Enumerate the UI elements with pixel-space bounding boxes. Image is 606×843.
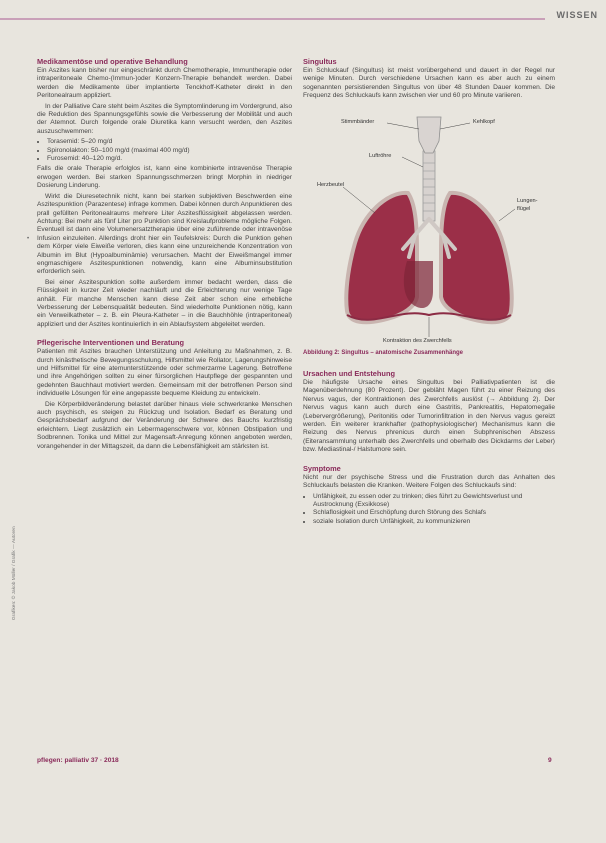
anatomy-figure	[303, 111, 555, 343]
list-item: • Spironolakton: 50–100 mg/d (maximal 400 mg/d)	[47, 147, 292, 155]
list-item: • soziale Isolation durch Unfähigkeit, zu kommunizieren	[313, 518, 555, 526]
left-column	[37, 57, 292, 453]
heading-nursing: Pflegerische Interventionen und Beratung	[37, 338, 185, 348]
heading-causes: Ursachen und Entstehung	[303, 369, 395, 379]
trachea	[423, 151, 435, 221]
paragraph: Ein Aszites kann bisher nur eingeschränkt durch Chemotherapie, Immuntherapie oder intraperitoneale Chemo-(Immun-)oder Konzern-Therapie behandelt werden. Dabei werden die Medikamente über implantierte Tenckhoff-Katheter direkt in den Peritonealraum appliziert.	[37, 67, 292, 100]
paragraph: In der Palliative Care steht beim Aszites die Symptomlinderung im Vordergrund, also die Reduktion des Spannungsgefühls sowie die Verbesserung der Mobilität und auch der Atemnot. Durch folgende orale Diuretika kann versucht werden, den Aszites auszuschwemmen:	[37, 102, 292, 135]
label-lung-lobes: Lungen- flügel	[517, 197, 538, 213]
paragraph: Wirkt die Diuresetechnik nicht, kann bei starken subjektiven Beschwerden eine Aszitespunktion (Parazentese) infrage kommen. Dabei können durch Anpunktieren des prall gefüllten Peritonealraums mehrere Liter Aszitesflüssigkeit abgelassen werden. Achtung: Bei mehr als fünf Liter pro Punktion sind Kreislaufprobleme mögliche Folgen. Eventuell ist dann eine Volumenersatztherapie über eine zuführende oder intravenöse Infusion einzuleiten. Allerdings droht hier ein Teufelskreis: Durch die Punktion gehen dem Körper viele Eiweiße verloren, dies kann eine unzureichende Konzentration von Albumin im Blut (Hypoalbuminämie) verursachen. Macht der Eiweißmangel immer engmaschigere Aszitespunktionen notwendig, kann eine Albuminsubstitution erforderlich sein.	[37, 192, 292, 276]
label-vocal-cords: Stimmbänder	[341, 118, 375, 125]
paragraph: Bei einer Aszitespunktion sollte außerdem immer bedacht werden, dass die Flüssigkeit in kurzer Zeit wieder nachläuft und die Erleichterung nur wenige Tage anhält. Für manche Menschen kann diese Zeit aber schon eine erhebliche Verbesserung der Lebensqualität bedeuten. Sind wiederholte Punktionen nötig, kann ein Verweilkatheter – z. B. ein Pleura-Katheter – in die Bauchhöhle (intraperitoneal) appliziert und der Aszites kontinuierlich in ein Ablaufsystem abgeleitet werden.	[37, 278, 292, 328]
paragraph: Die häufigste Ursache eines Singultus bei Palliativpatienten ist die Magenüberdehnung (80 Prozent). Der gebläht Magen führt zu einer Reizung des Nervus vagus, der Kontraktionen des Zwerchfells auslöst (→ Abbildung 2). Der Nervus vagus kann auch durch eine Gastritis, Pankreatitis, Hepatomegalie (Lebervergrößerung), Peritonitis oder Tumorinfiltration in den Nervus vagus gereizt werden. Ein weiterer krankhafter (pathophysiologischer) Mechanismus kann die Reizung des Nervus phrenicus durch einen Subphrenischen Abszess (Eiteransammlung unterhalb des Zwerchfells und oberhalb des Dickdarms der Leber) bzw. Mediastinal-/ Halstumore sein.	[303, 379, 555, 454]
diuretics-list	[37, 138, 292, 163]
right-column	[303, 57, 555, 528]
symptoms-list	[303, 493, 555, 527]
margin-mark: •	[27, 236, 30, 242]
left-lung	[346, 193, 417, 322]
label-larynx: Kehlkopf	[473, 118, 495, 125]
page-number: 9	[548, 757, 552, 764]
list-item: • Schlaflosigkeit und Erschöpfung durch Störung des Schlafs	[313, 509, 555, 517]
paragraph: Falls die orale Therapie erfolglos ist, kann eine kombinierte intravenöse Therapie erwogen werden. Bei starken Spannungsschmerzen bringt Morphin in niedriger Dosierung Linderung.	[37, 165, 292, 190]
label-trachea: Luftröhre	[369, 152, 392, 159]
paragraph: Nicht nur der psychische Stress und die Frustration durch das Anhalten des Schluckaufs belasten die Kranken. Weitere Folgen des Schluckaufs sind:	[303, 473, 555, 490]
larynx	[417, 117, 441, 153]
paragraph: Die Körperbildveränderung belastet darüber hinaus viele schwerkranke Menschen auch psychisch, es steigen zu Rückzug und Isolation. Bedarf es Beratung und Gesprächsbedarf aufgrund der Veränderung der Schwere des Bauchs kurzfristig erleichtern. Liegt zusätzlich ein Lebermagenschwere vor, können Obstipation und Sodbrennen. Tonika und Mittel zur Magensaft-Anregung können angeboten werden, vorangehender in der Mittagszeit, da dann die Lebensfähigkeit am stärksten ist.	[37, 400, 292, 450]
heading-treatment: Medikamentöse und operative Behandlung	[37, 57, 188, 66]
label-pericardium: Herzbeutel	[317, 181, 345, 188]
list-item: • Torasemid: 5–20 mg/d	[47, 138, 292, 146]
right-lung	[441, 193, 512, 322]
section-label: WISSEN	[556, 10, 598, 20]
heading-singultus: Singultus	[303, 57, 337, 66]
paragraph: Ein Schluckauf (Singultus) ist meist vorübergehend und dauert in der Regel nur wenige Minuten. Durch verschiedene Ursachen kann es aber auch zu einem sogenannten persistierenden Singultus von über 48 Stunden Dauer kommen. Die Frequenz des Schluckaufs kann zwischen vier und 60 pro Minute variieren.	[303, 67, 555, 100]
footer-publication: pflegen: palliativ 37 · 2018	[37, 757, 119, 764]
paragraph: Patienten mit Aszites brauchen Unterstützung und Anleitung zu Maßnahmen, z. B. durch kinästhetische Bewegungsschulung, Hilfsmittel wie Rollator, Lagerungshinweise und Hilfsmittel für eine atemunterstützende oder schmerzarme Lagerung. Betroffene und ihre Angehörigen sollten zu einer fürsorglichen Hautpflege der gespannten und gedehnten Bauchhaut motiviert werden. Gemeinsam mit der betroffenen Person sind individuelle Lösungen für eine angepasste bequeme Kleidung zu entwickeln.	[37, 348, 292, 398]
figure-caption: Abbildung 2: Singultus – anatomische Zusammenhänge	[303, 349, 464, 356]
label-diaphragm: Kontraktion des Zwerchfells	[383, 337, 452, 344]
side-credit: Grafiken: © Jakob Müller / Grafik — Autoren	[12, 526, 17, 620]
list-item: • Furosemid: 40–120 mg/d.	[47, 155, 292, 163]
list-item: • Unfähigkeit, zu essen oder zu trinken; dies führt zu Gewichtsverlust und Austrocknung (Exsikkose)	[313, 493, 555, 510]
header-rule	[0, 18, 545, 20]
heading-symptoms: Symptome	[303, 463, 341, 473]
lungs-illustration	[303, 111, 555, 343]
